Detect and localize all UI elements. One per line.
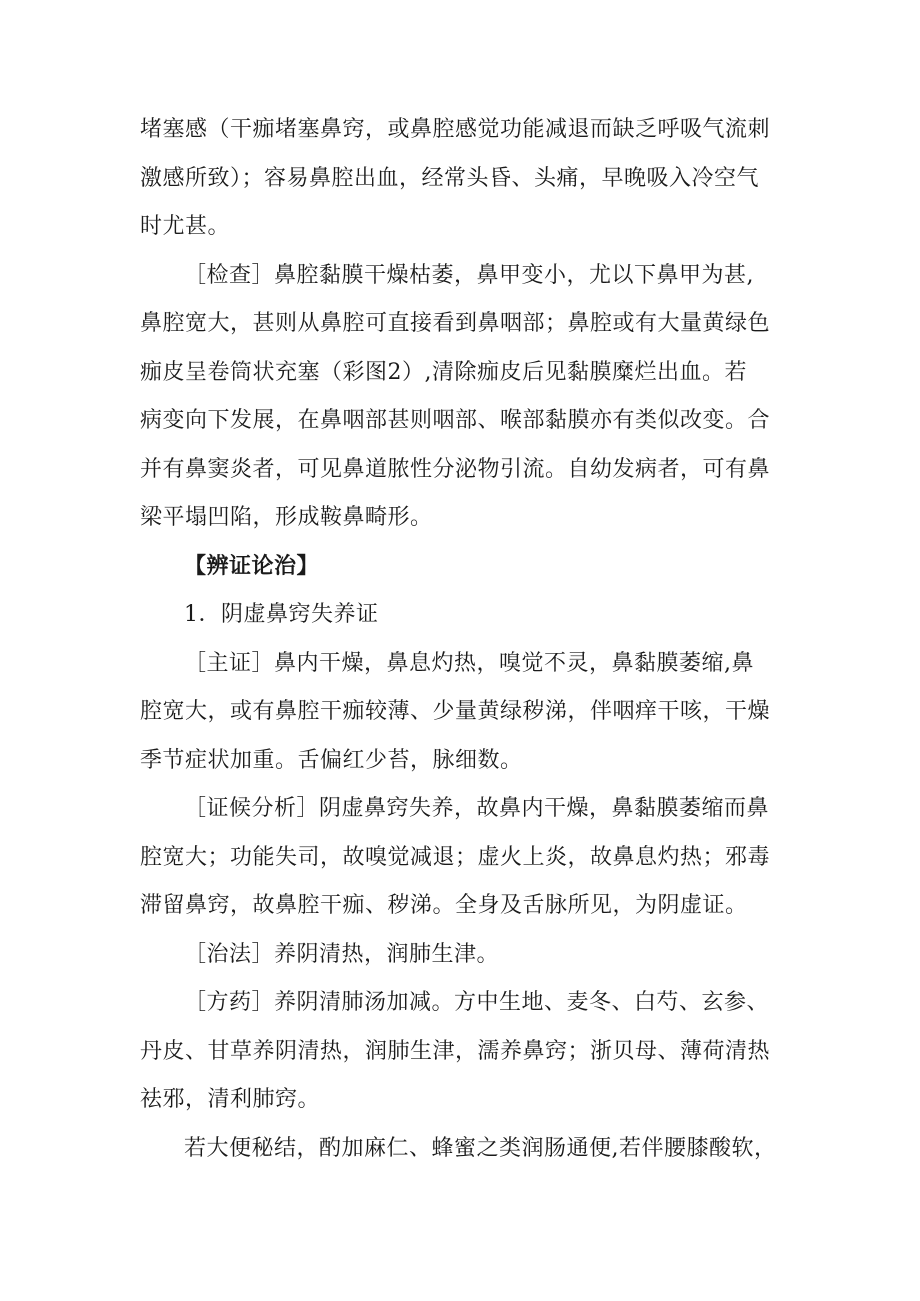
text-line: 丹皮、甘草养阴清热，润肺生津，濡养鼻窍；浙贝母、薄荷清热	[140, 1038, 771, 1064]
text-line: ［证候分析］阴虚鼻窍失养，故鼻内干燥，鼻黏膜萎缩而鼻	[184, 796, 770, 821]
text-line: ［方药］养阴清肺汤加减。方中生地、麦冬、白芍、玄参、	[184, 990, 770, 1015]
text-line: 若大便秘结，酌加麻仁、蜂蜜之类润肠通便,若伴腰膝酸软，	[184, 1135, 777, 1161]
text-line: 梁平塌凹陷，形成鞍鼻畸形。	[140, 505, 433, 530]
text-body	[140, 106, 800, 1173]
text-line: 并有鼻窦炎者，可见鼻道脓性分泌物引流。自幼发病者，可有鼻	[140, 456, 771, 482]
subsection-heading: 1．阴虚鼻窍失养证	[184, 602, 379, 627]
text-line: 时尤甚。	[140, 214, 231, 239]
text-line: 腔宽大；功能失司，故嗅觉减退；虚火上炎，故鼻息灼热；邪毒	[140, 844, 771, 870]
text-line: ［治法］养阴清热，润肺生津。	[184, 941, 500, 967]
text-line: 滞留鼻窍，故鼻腔干痂、秽涕。全身及舌脉所见，为阴虚证。	[140, 893, 748, 918]
text-line: 痂皮呈卷筒状充塞（彩图2）,清除痂皮后见黏膜糜烂出血。若	[140, 359, 747, 385]
text-line: 鼻腔宽大，甚则从鼻腔可直接看到鼻咽部；鼻腔或有大量黄绿色	[140, 311, 771, 336]
text-line: 腔宽大，或有鼻腔干痂较薄、少量黄绿秽涕，伴咽痒干咳，干燥	[140, 699, 771, 724]
text-line: 病变向下发展，在鼻咽部甚则咽部、喉部黏膜亦有类似改变。合	[140, 408, 771, 433]
section-heading: 【辨证论治】	[184, 553, 320, 579]
text-line: 堵塞感（干痂堵塞鼻窍，或鼻腔感觉功能减退而缺乏呼吸气流刺	[140, 117, 771, 142]
text-line: 季节症状加重。舌偏红少苔，脉细数。	[140, 747, 523, 773]
text-line: 激感所致）；容易鼻腔出血，经常头昏、头痛，早晚吸入冷空气	[140, 165, 760, 191]
text-line: ［检查］鼻腔黏膜干燥枯萎，鼻甲变小，尤以下鼻甲为甚,	[184, 262, 754, 288]
text-line: ［主证］鼻内干燥，鼻息灼热，嗅觉不灵，鼻黏膜萎缩,鼻	[184, 650, 754, 676]
text-line: 祛邪，清利肺窍。	[140, 1087, 321, 1112]
